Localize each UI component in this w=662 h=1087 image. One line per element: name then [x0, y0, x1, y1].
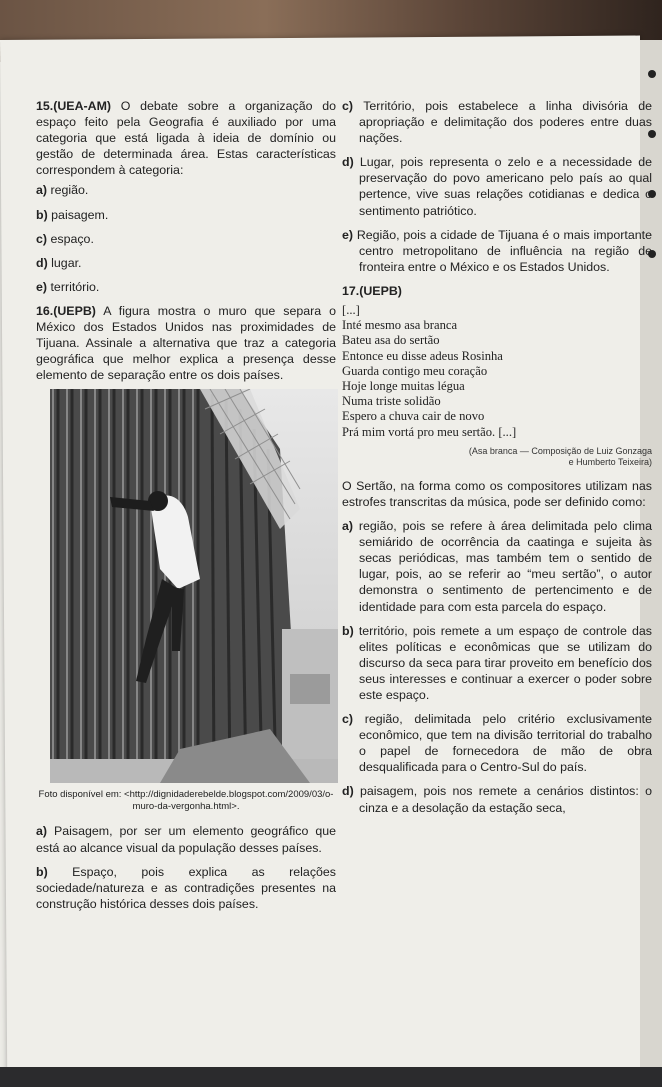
poem-line: Inté mesmo asa branca: [342, 318, 458, 333]
poem-line: Bateu asa do sertão: [342, 333, 440, 348]
option-b[interactable]: b) Espaço, pois explica as relações sociedade/natureza e as contradições presentes na construção histórica desses dois países.: [36, 864, 336, 911]
question-text: O Sertão, na forma como os compositores utilizam nas estrofes transcritas da música, pode ser definido como:: [342, 478, 652, 509]
option-c[interactable]: c) Território, pois estabelece a linha divisória de apropriação e delimitação dos poderes entre duas nações.: [342, 99, 653, 146]
question-text: A figura mostra o muro que separa o México dos Estados Unidos nas proximidades de Tijuana. Assinale a alternativa que traz a categoria geográfica que melhor explica a presença desse elemento de separação entre os dois países.: [36, 303, 336, 383]
poem-excerpt: [342, 303, 652, 440]
option-b[interactable]: b) paisagem.: [36, 207, 109, 222]
question-16-stem: [36, 303, 336, 383]
photo-credit: Foto disponível em: <http://dignidaderebelde.blogspot.com/2009/03/o-muro-da-vergonha.html>.: [38, 789, 334, 813]
option-a[interactable]: a) região.: [36, 183, 89, 198]
option-d[interactable]: d) Lugar, pois representa o zelo e a necessidade de preservação do povo americano pelo país ao qual pertence, vive suas relações cotidianas e dedica o sentimento patriótico.: [342, 155, 652, 218]
question-16-options-cde: [342, 98, 652, 275]
option-a[interactable]: a) região, pois se refere à área delimitada pelo clima semiárido de ocorrência da caatinga e sujeita às secas periódicas, mas também tem o sentido de lugar, pois, ao se referir ao “meu sertão”, o autor demonstra o sentimento de pertencimento e de identidade para com esta parcela do espaço.: [342, 519, 652, 614]
question-number: 17.: [342, 283, 360, 298]
poem-line: Entonce eu disse adeus Rosinha: [342, 348, 503, 363]
question-17-header: [342, 283, 652, 299]
binding-hole-icon: [648, 70, 656, 78]
question-15-options: [36, 182, 336, 294]
question-17-options: [342, 518, 652, 816]
question-number: 16.: [36, 303, 54, 318]
right-column: [342, 98, 652, 824]
poem-line: [...]: [342, 303, 360, 318]
question-15-stem: [36, 98, 336, 178]
question-source: (UEPB): [53, 303, 96, 318]
option-e[interactable]: e) território.: [36, 279, 100, 294]
question-16-options-ab: [36, 823, 336, 911]
poem-line: Guarda contigo meu coração: [342, 363, 488, 378]
option-a[interactable]: a) Paisagem, por ser um elemento geográfico que está ao alcance visual da população desses países.: [36, 824, 336, 855]
question-source: (UEA-AM): [53, 99, 112, 113]
poem-line: Espero a chuva cair de novo: [342, 409, 485, 424]
background-strip-bottom: [0, 1067, 662, 1087]
question-number: 15.: [36, 99, 54, 113]
option-d[interactable]: d) lugar.: [36, 255, 82, 270]
option-d[interactable]: d) paisagem, pois nos remete a cenários distintos: o cinza e a desolação da estação seca,: [342, 784, 652, 815]
option-c[interactable]: c) espaço.: [36, 231, 94, 246]
border-wall-photo: [50, 389, 338, 783]
poem-line: Numa triste solidão: [342, 394, 441, 409]
wall-photo-image: [50, 389, 338, 783]
question-source: (UEPB): [359, 283, 402, 298]
song-credit: (Asa branca — Composição de Luiz Gonzaga e Humberto Teixeira): [468, 445, 652, 467]
option-e[interactable]: e) Região, pois a cidade de Tijuana é o mais importante centro metropolitano de influência na região de fronteira entre o México e os Estados Unidos.: [342, 227, 652, 274]
option-c[interactable]: c) região, delimitada pelo critério exclusivamente econômico, que tem na divisão territorial do trabalho o papel de fornecedora de mão de obra desqualificada para o Centro-Sul do país.: [342, 712, 652, 775]
poem-line: Prá mim vortá pro meu sertão. [...]: [342, 424, 517, 439]
left-column: [36, 98, 336, 920]
poem-line: Hoje longe muitas légua: [342, 379, 465, 394]
option-b[interactable]: b) território, pois remete a um espaço de controle das elites políticas e econômicas que se utilizam do discurso da seca para tirar proveito em benefício dos seus interesses e continuar a exercer o poder sobre este espaço.: [342, 623, 652, 702]
question-text: O debate sobre a organização do espaço feito pela Geografia é auxiliado por uma categoria que está ligada à ideia de domínio ou gestão de determinada área. Estas características correspondem à categoria:: [36, 99, 336, 178]
